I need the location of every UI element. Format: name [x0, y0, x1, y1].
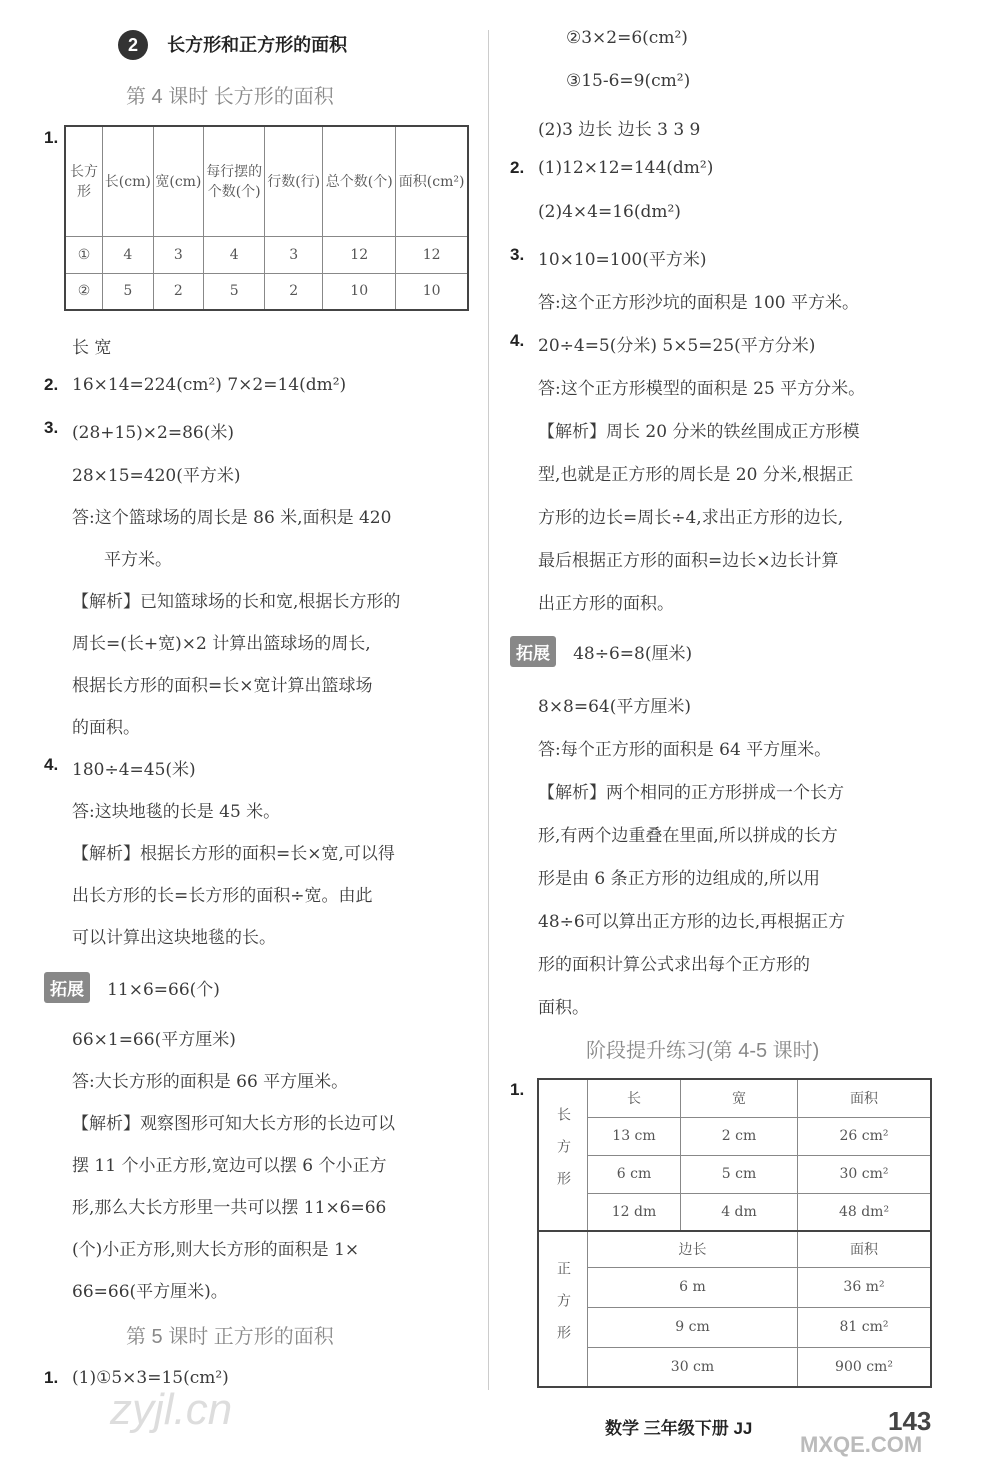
- table-cell: 36 m²: [798, 1267, 932, 1307]
- answer-line: 28×15=420(平方米): [72, 466, 241, 486]
- answer-line: (2)4×4=16(dm²): [538, 202, 681, 222]
- table-cell: 2 cm: [681, 1117, 798, 1155]
- answer-line: 答:大长方形的面积是 66 平方厘米。: [72, 1072, 349, 1092]
- extension-2: [510, 636, 692, 667]
- answer-line: 66×1=66(平方厘米): [72, 1030, 236, 1050]
- table-cell: 12 dm: [588, 1193, 681, 1231]
- table-cell: 10: [323, 273, 396, 310]
- table-cell: 5 cm: [681, 1155, 798, 1193]
- q1-header: 面积(cm²): [396, 126, 468, 236]
- chapter-badge: 2: [118, 30, 148, 60]
- extension-tag: 拓展: [510, 636, 556, 667]
- analysis-line: 出正方形的面积。: [538, 594, 674, 614]
- analysis-line: 形是由 6 条正方形的边组成的,所以用: [538, 869, 821, 889]
- extension-tag: 拓展: [44, 972, 90, 1003]
- analysis-line: 66=66(平方厘米)。: [72, 1282, 228, 1302]
- q2-number: 2.: [44, 375, 59, 394]
- page-number: 143: [888, 1406, 932, 1436]
- l5q4-number: 4.: [510, 331, 525, 350]
- extension-1: [44, 972, 220, 1003]
- analysis-line: 周长=(长+宽)×2 计算出篮球场的周长,: [72, 634, 371, 654]
- q1-number: 1.: [44, 128, 59, 147]
- stage-q1-number: 1.: [510, 1080, 525, 1099]
- analysis-line: 的面积。: [72, 718, 140, 738]
- lesson4-title: 第 4 课时 长方形的面积: [126, 86, 334, 108]
- answer-line: 答:这个正方形模型的面积是 25 平方分米。: [538, 379, 866, 399]
- table-cell: 48 dm²: [798, 1193, 932, 1231]
- chapter-heading: [118, 30, 347, 60]
- table-cell: 3: [265, 236, 323, 273]
- table-cell: 12: [396, 236, 468, 273]
- table-row: [65, 273, 468, 310]
- column-divider: [488, 30, 489, 1390]
- watermark-right: MXQE.COM: [800, 1432, 923, 1457]
- answer-line: 10×10=100(平方米): [538, 250, 707, 270]
- table-cell: 12: [323, 236, 396, 273]
- stage-table: [537, 1078, 932, 1388]
- square-label: 正方形: [538, 1231, 588, 1387]
- analysis-line: 【解析】周长 20 分米的铁丝围成正方形模: [538, 422, 860, 442]
- table-row: [538, 1307, 931, 1347]
- table-cell: 30 cm: [588, 1347, 798, 1387]
- table-cell: 3: [153, 236, 204, 273]
- answer-line: 答:每个正方形的面积是 64 平方厘米。: [538, 740, 832, 760]
- table-cell: 30 cm²: [798, 1155, 932, 1193]
- answer-line: 平方米。: [104, 550, 172, 570]
- q2-text: 16×14=224(cm²) 7×2=14(dm²): [72, 375, 347, 395]
- answer-line: 48÷6=8(厘米): [573, 644, 693, 664]
- analysis-line: 面积。: [538, 998, 589, 1018]
- table-cell: 26 cm²: [798, 1117, 932, 1155]
- q1-header: 行数(行): [265, 126, 323, 236]
- analysis-line: 摆 11 个小正方形,宽边可以摆 6 个小正方: [72, 1156, 387, 1176]
- rect-header: 面积: [798, 1079, 932, 1117]
- table-row: [538, 1155, 931, 1193]
- table-cell: 6 m: [588, 1267, 798, 1307]
- analysis-line: 【解析】两个相同的正方形拼成一个长方: [538, 783, 844, 803]
- q1-answer: 长 宽: [72, 338, 112, 358]
- answer-line: 11×6=66(个): [107, 980, 220, 1000]
- analysis-line: 最后根据正方形的面积=边长×边长计算: [538, 551, 839, 571]
- table-cell: 10: [396, 273, 468, 310]
- table-cell: ①: [65, 236, 103, 273]
- analysis-line: 【解析】已知篮球场的长和宽,根据长方形的: [72, 592, 401, 612]
- q3-number: 3.: [44, 418, 59, 437]
- analysis-line: 【解析】根据长方形的面积=长×宽,可以得: [72, 844, 395, 864]
- answer-line: ③15-6=9(cm²): [566, 71, 691, 91]
- answer-line: 180÷4=45(米): [72, 760, 196, 780]
- table-cell: 4 dm: [681, 1193, 798, 1231]
- lesson5-title: 第 5 课时 正方形的面积: [126, 1326, 334, 1348]
- table-cell: 81 cm²: [798, 1307, 932, 1347]
- table-cell: 4: [103, 236, 154, 273]
- table-cell: 5: [103, 273, 154, 310]
- table-row: [538, 1193, 931, 1231]
- table-cell: 6 cm: [588, 1155, 681, 1193]
- table-row: [538, 1347, 931, 1387]
- rect-header: 宽: [681, 1079, 798, 1117]
- answer-line: (28+15)×2=86(米): [72, 423, 234, 443]
- l5q2-number: 2.: [510, 158, 525, 177]
- table-cell: 9 cm: [588, 1307, 798, 1347]
- table-cell: 2: [265, 273, 323, 310]
- rect-label: 长方形: [538, 1079, 588, 1231]
- table-cell: 2: [153, 273, 204, 310]
- footer-subject: 数学 三年级下册 JJ: [605, 1419, 753, 1438]
- l5q3-number: 3.: [510, 245, 525, 264]
- table-cell: ②: [65, 273, 103, 310]
- l5q1-number: 1.: [44, 1368, 59, 1387]
- answer-line: 8×8=64(平方厘米): [538, 697, 692, 717]
- answer-line: 答:这个篮球场的周长是 86 米,面积是 420: [72, 508, 392, 528]
- square-header: 边长: [588, 1231, 798, 1267]
- table-row: [538, 1267, 931, 1307]
- answer-line: 答:这个正方形沙坑的面积是 100 平方米。: [538, 293, 859, 313]
- chapter-title: 长方形和正方形的面积: [167, 35, 348, 55]
- q1-table: [64, 125, 469, 311]
- table-cell: 900 cm²: [798, 1347, 932, 1387]
- analysis-line: 形,那么大长方形里一共可以摆 11×6=66: [72, 1198, 387, 1218]
- answer-line: (1)①5×3=15(cm²): [72, 1368, 229, 1388]
- answer-line: (2)3 边长 边长 3 3 9: [538, 120, 701, 140]
- analysis-line: 48÷6可以算出正方形的边长,再根据正方: [538, 912, 846, 932]
- analysis-line: 型,也就是正方形的周长是 20 分米,根据正: [538, 465, 854, 485]
- table-row: [538, 1117, 931, 1155]
- rect-header: 长: [588, 1079, 681, 1117]
- square-header: 面积: [798, 1231, 932, 1267]
- answer-line: (1)12×12=144(dm²): [538, 158, 714, 178]
- answer-line: 20÷4=5(分米) 5×5=25(平方分米): [538, 336, 816, 356]
- q1-header: 长(cm): [103, 126, 154, 236]
- q1-header: 长方形: [65, 126, 103, 236]
- analysis-line: 方形的边长=周长÷4,求出正方形的边长,: [538, 508, 844, 528]
- analysis-line: 形的面积计算公式求出每个正方形的: [538, 955, 810, 975]
- analysis-line: 根据长方形的面积=长×宽计算出篮球场: [72, 676, 373, 696]
- analysis-line: 出长方形的长=长方形的面积÷宽。由此: [72, 886, 373, 906]
- analysis-line: 形,有两个边重叠在里面,所以拼成的长方: [538, 826, 838, 846]
- analysis-line: (个)小正方形,则大长方形的面积是 1×: [72, 1240, 360, 1260]
- q1-header: 宽(cm): [153, 126, 204, 236]
- q1-header: 总个数(个): [323, 126, 396, 236]
- table-cell: 4: [204, 236, 265, 273]
- analysis-line: 可以计算出这块地毯的长。: [72, 928, 276, 948]
- q4-number: 4.: [44, 755, 59, 774]
- table-row: [65, 236, 468, 273]
- analysis-line: 【解析】观察图形可知大长方形的长边可以: [72, 1114, 395, 1134]
- q1-header: 每行摆的个数(个): [204, 126, 265, 236]
- watermark-left: zyjl.cn: [110, 1385, 233, 1434]
- table-cell: 13 cm: [588, 1117, 681, 1155]
- answer-line: ②3×2=6(cm²): [566, 28, 688, 48]
- stage-title: 阶段提升练习(第 4-5 课时): [586, 1040, 820, 1062]
- table-cell: 5: [204, 273, 265, 310]
- answer-line: 答:这块地毯的长是 45 米。: [72, 802, 281, 822]
